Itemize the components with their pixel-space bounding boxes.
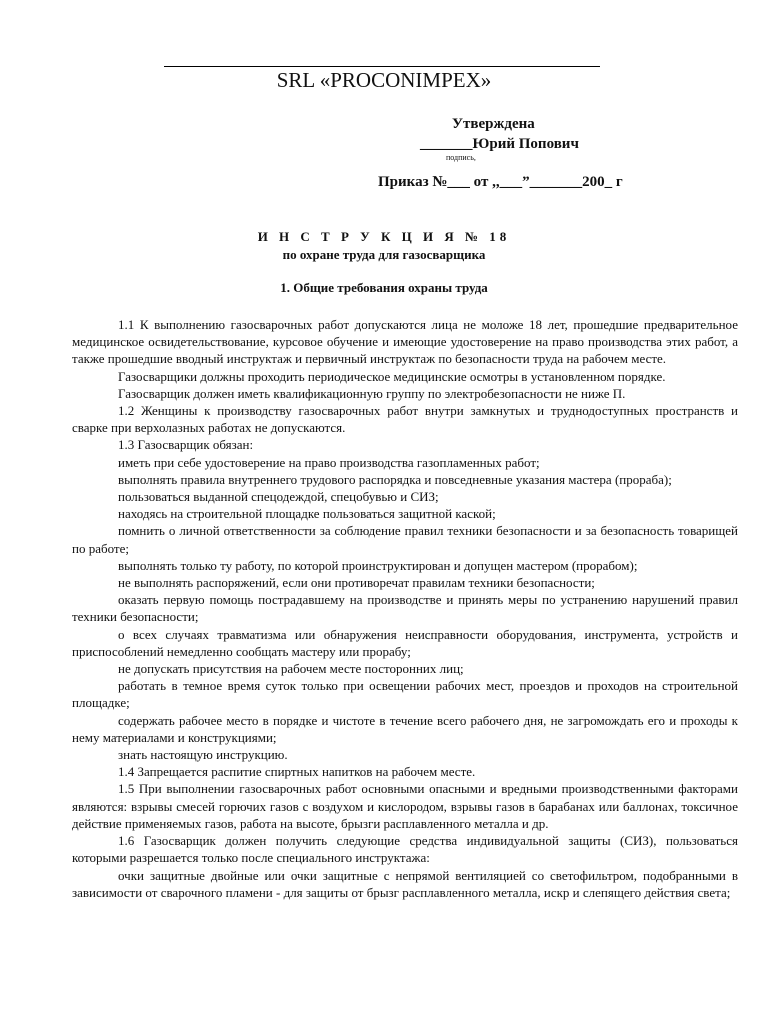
paragraph: 1.2 Женщины к производству газосварочных работ внутри замкнутых и труднодоступных пространств и сварке при верхолазных работах не допускаются. xyxy=(72,403,738,436)
paragraph: знать настоящую инструкцию. xyxy=(118,747,288,763)
signature-line: _______Юрий Попович xyxy=(420,136,579,152)
paragraph: 1.4 Запрещается распитие спиртных напитков на рабочем месте. xyxy=(118,764,476,780)
paragraph: очки защитные двойные или очки защитные с непрямой вентиляцией со светофильтром, подобранными в зависимости от сварочного пламени - для защиты от брызг расплавленного металла, искр и слепящего действия света; xyxy=(72,867,738,900)
paragraph: содержать рабочее место в порядке и чистоте в течение всего рабочего дня, не загромождать его и проходы к нему материалами и конструкциями; xyxy=(72,712,738,745)
paragraph: Газосварщик должен иметь квалификационную группу по электробезопасности не ниже П. xyxy=(118,385,626,401)
signature-caption: подпись, xyxy=(446,153,476,162)
paragraph: иметь при себе удостоверение на право производства газопламенных работ; xyxy=(118,454,540,470)
header-rule xyxy=(164,66,600,67)
paragraph: 1.5 При выполнении газосварочных работ основными опасными и вредными производственными факторами являются: взрывы смесей горючих газов с воздухом и кислородом, взрывы газов в барабанах или баллонах, токсичное действие применяемых газов, работа на высоте, брызги расплавленного металла и др. xyxy=(72,781,738,831)
paragraph: Газосварщики должны проходить периодическое медицинские осмотры в установленном порядке. xyxy=(118,368,666,384)
paragraph: помнить о личной ответственности за соблюдение правил техники безопасности и за безопасность товарищей по работе; xyxy=(72,523,738,556)
approved-label: Утверждена xyxy=(452,116,535,132)
document-title: И Н С Т Р У К Ц И Я № 18 xyxy=(257,229,511,244)
paragraph: работать в темное время суток только при освещении рабочих мест, проездов и проходов на строительной площадке; xyxy=(72,678,738,711)
paragraph: о всех случаях травматизма или обнаружения неисправности оборудования, инструмента, устройств и приспособлений немедленно сообщать мастеру или прорабу; xyxy=(72,626,738,659)
paragraph: оказать первую помощь пострадавшему на производстве и принять меры по устранению нарушений правил техники безопасности; xyxy=(72,592,738,625)
paragraph: находясь на строительной площадке пользоваться защитной каской; xyxy=(118,506,496,522)
order-line: Приказ №___ от ,,___”_______200_ г xyxy=(378,174,623,190)
document-subtitle: по охране труда для газосварщика xyxy=(282,247,486,262)
section-heading: 1. Общие требования охраны труда xyxy=(280,280,488,295)
paragraph: не допускать присутствия на рабочем месте посторонних лиц; xyxy=(118,661,464,677)
paragraph: выполнять только ту работу, по которой проинструктирован и допущен мастером (прорабом); xyxy=(118,557,638,573)
paragraph: 1.1 К выполнению газосварочных работ допускаются лица не моложе 18 лет, прошедшие предварительное медицинское освидетельствование, курсовое обучение и имеющие удостоверение на право производства этих работ, а также прошедшие вводный инструктаж и первичный инструктаж по безопасности труда на рабочем месте. xyxy=(72,317,738,367)
company-name: SRL «PROCONIMPEX» xyxy=(276,68,492,92)
paragraph: не выполнять распоряжений, если они противоречат правилам техники безопасности; xyxy=(118,575,595,591)
paragraph: выполнять правила внутреннего трудового распорядка и повседневные указания мастера (прораба); xyxy=(118,471,672,487)
document-body xyxy=(72,316,738,901)
paragraph: пользоваться выданной спецодеждой, спецобувью и СИЗ; xyxy=(118,489,439,505)
paragraph: 1.6 Газосварщик должен получить следующие средства индивидуальной защиты (СИЗ), пользоваться которыми разрешается только после специального инструктажа: xyxy=(72,833,738,866)
paragraph: 1.3 Газосварщик обязан: xyxy=(118,437,254,453)
